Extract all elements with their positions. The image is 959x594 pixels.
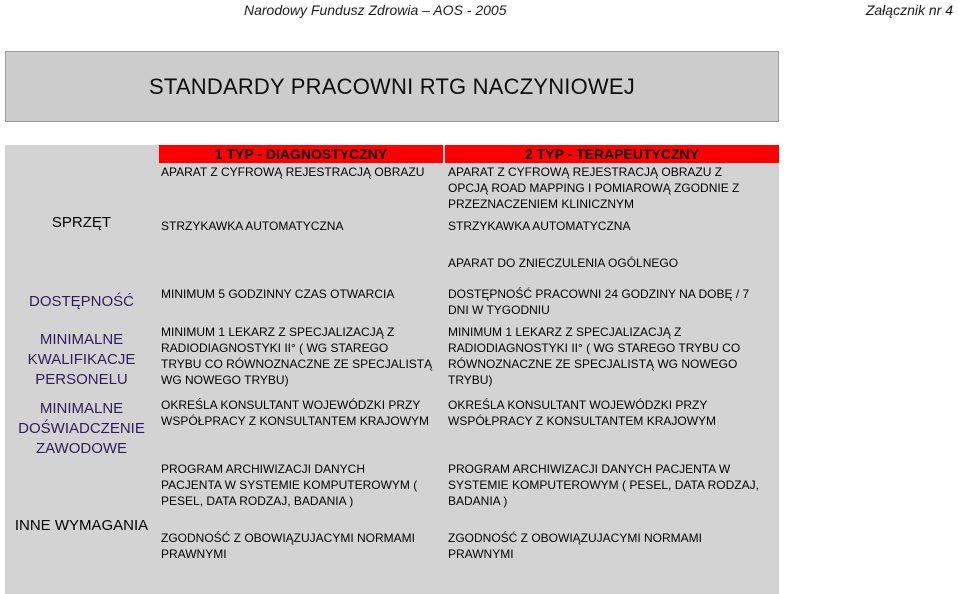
title-bar bbox=[5, 51, 779, 122]
cell-dostepnosc-type2-line1: DOSTĘPNOŚĆ PRACOWNI 24 GODZINY NA DOBĘ / 7 bbox=[448, 287, 750, 301]
column-header-type1: 1 TYP - DIAGNOSTYCZNY bbox=[159, 145, 443, 163]
cell-inne-type1-a-line2: PACJENTA W SYSTEMIE KOMPUTEROWYM ( bbox=[161, 478, 418, 492]
cell-kwalifikacje-type2-line3: RÓWNOZNACZNE ZE SPECJALISTĄ WG NOWEGO bbox=[448, 357, 738, 371]
cell-inne-type1-b-line2: PRAWNYMI bbox=[161, 547, 227, 561]
cell-kwalifikacje-type2-line2: RADIODIAGNOSTYKI II° ( WG STAREGO TRYBU CO bbox=[448, 341, 741, 355]
cell-inne-type2-a-line2: SYSTEMIE KOMPUTEROWYM ( PESEL, DATA RODZAJ, bbox=[448, 478, 759, 492]
column-header-type2: 2 TYP - TERAPEUTYCZNY bbox=[445, 145, 779, 163]
cell-inne-type2-a-line1: PROGRAM ARCHIWIZACJI DANYCH PACJENTA W bbox=[448, 462, 731, 476]
cell-dostepnosc-type1: MINIMUM 5 GODZINNY CZAS OTWARCIA bbox=[161, 287, 395, 301]
cell-inne-type2-a-line3: BADANIA ) bbox=[448, 494, 508, 508]
row-label-sprzet: SPRZĘT bbox=[51, 214, 112, 231]
cell-kwalifikacje-type1-line2: RADIODIAGNOSTYKI II° ( WG STAREGO bbox=[161, 341, 389, 355]
page-title: STANDARDY PRACOWNI RTG NACZYNIOWEJ bbox=[149, 74, 635, 99]
cell-sprzet-type2-a-line3: PRZEZNACZENIEM KLINICZNYM bbox=[448, 197, 635, 211]
cell-inne-type1-b-line1: ZGODNOŚĆ Z OBOWIĄZUJACYMI NORMAMI bbox=[161, 531, 415, 545]
cell-kwalifikacje-type1-line1: MINIMUM 1 LEKARZ Z SPECJALIZACJĄ Z bbox=[161, 325, 395, 339]
header-right: Załącznik nr 4 bbox=[865, 2, 953, 18]
cell-kwalifikacje-type2-line1: MINIMUM 1 LEKARZ Z SPECJALIZACJĄ Z bbox=[448, 325, 682, 339]
row-label-kwalifikacje-1: MINIMALNE bbox=[39, 331, 124, 348]
cell-inne-type2-b-line1: ZGODNOŚĆ Z OBOWIĄZUJACYMI NORMAMI bbox=[448, 531, 702, 545]
cell-sprzet-type1-b: STRZYKAWKA AUTOMATYCZNA bbox=[161, 219, 344, 233]
row-label-doswiadczenie-2: DOŚWIADCZENIE bbox=[18, 420, 145, 437]
cell-kwalifikacje-type1-line4: WG NOWEGO TRYBU) bbox=[161, 373, 289, 387]
row-label-doswiadczenie-3: ZAWODOWE bbox=[35, 440, 128, 457]
row-label-doswiadczenie-1: MINIMALNE bbox=[39, 400, 124, 417]
cell-sprzet-type2-a-line2: OPCJĄ ROAD MAPPING I POMIAROWĄ ZGODNIE Z bbox=[448, 181, 740, 195]
cell-doswiadczenie-type1-line1: OKREŚLA KONSULTANT WOJEWÓDZKI PRZY bbox=[161, 398, 421, 412]
cell-sprzet-type1-a: APARAT Z CYFROWĄ REJESTRACJĄ OBRAZU bbox=[161, 165, 425, 179]
cell-sprzet-type2-b: STRZYKAWKA AUTOMATYCZNA bbox=[448, 219, 631, 233]
header-left: Narodowy Fundusz Zdrowia – AOS - 2005 bbox=[244, 2, 507, 18]
cell-sprzet-type2-c: APARAT DO ZNIECZULENIA OGÓLNEGO bbox=[448, 256, 679, 270]
row-label-kwalifikacje-3: PERSONELU bbox=[35, 371, 128, 388]
cell-kwalifikacje-type1-line3: TRYBU CO RÓWNOZNACZNE ZE SPECJALISTĄ bbox=[161, 357, 433, 371]
cell-kwalifikacje-type2-line4: TRYBU) bbox=[448, 373, 493, 387]
cell-doswiadczenie-type2-line1: OKREŚLA KONSULTANT WOJEWÓDZKI PRZY bbox=[448, 398, 708, 412]
cell-inne-type1-a-line1: PROGRAM ARCHIWIZACJI DANYCH bbox=[161, 462, 366, 476]
cell-sprzet-type2-a-line1: APARAT Z CYFROWĄ REJESTRACJĄ OBRAZU Z bbox=[448, 165, 723, 179]
cell-inne-type1-a-line3: PESEL, DATA RODZAJ, BADANIA ) bbox=[161, 494, 354, 508]
cell-doswiadczenie-type2-line2: WSPÓŁPRACY Z KONSULTANTEM KRAJOWYM bbox=[448, 414, 717, 428]
cell-inne-type2-b-line2: PRAWNYMI bbox=[448, 547, 514, 561]
row-label-dostepnosc: DOSTĘPNOŚĆ bbox=[28, 293, 134, 310]
cell-doswiadczenie-type1-line2: WSPÓŁPRACY Z KONSULTANTEM KRAJOWYM bbox=[161, 414, 430, 428]
cell-dostepnosc-type2-line2: DNI W TYGODNIU bbox=[448, 303, 550, 317]
row-label-inne-wymagania: INNE WYMAGANIA bbox=[14, 517, 149, 534]
row-label-kwalifikacje-2: KWALIFIKACJE bbox=[27, 351, 136, 368]
